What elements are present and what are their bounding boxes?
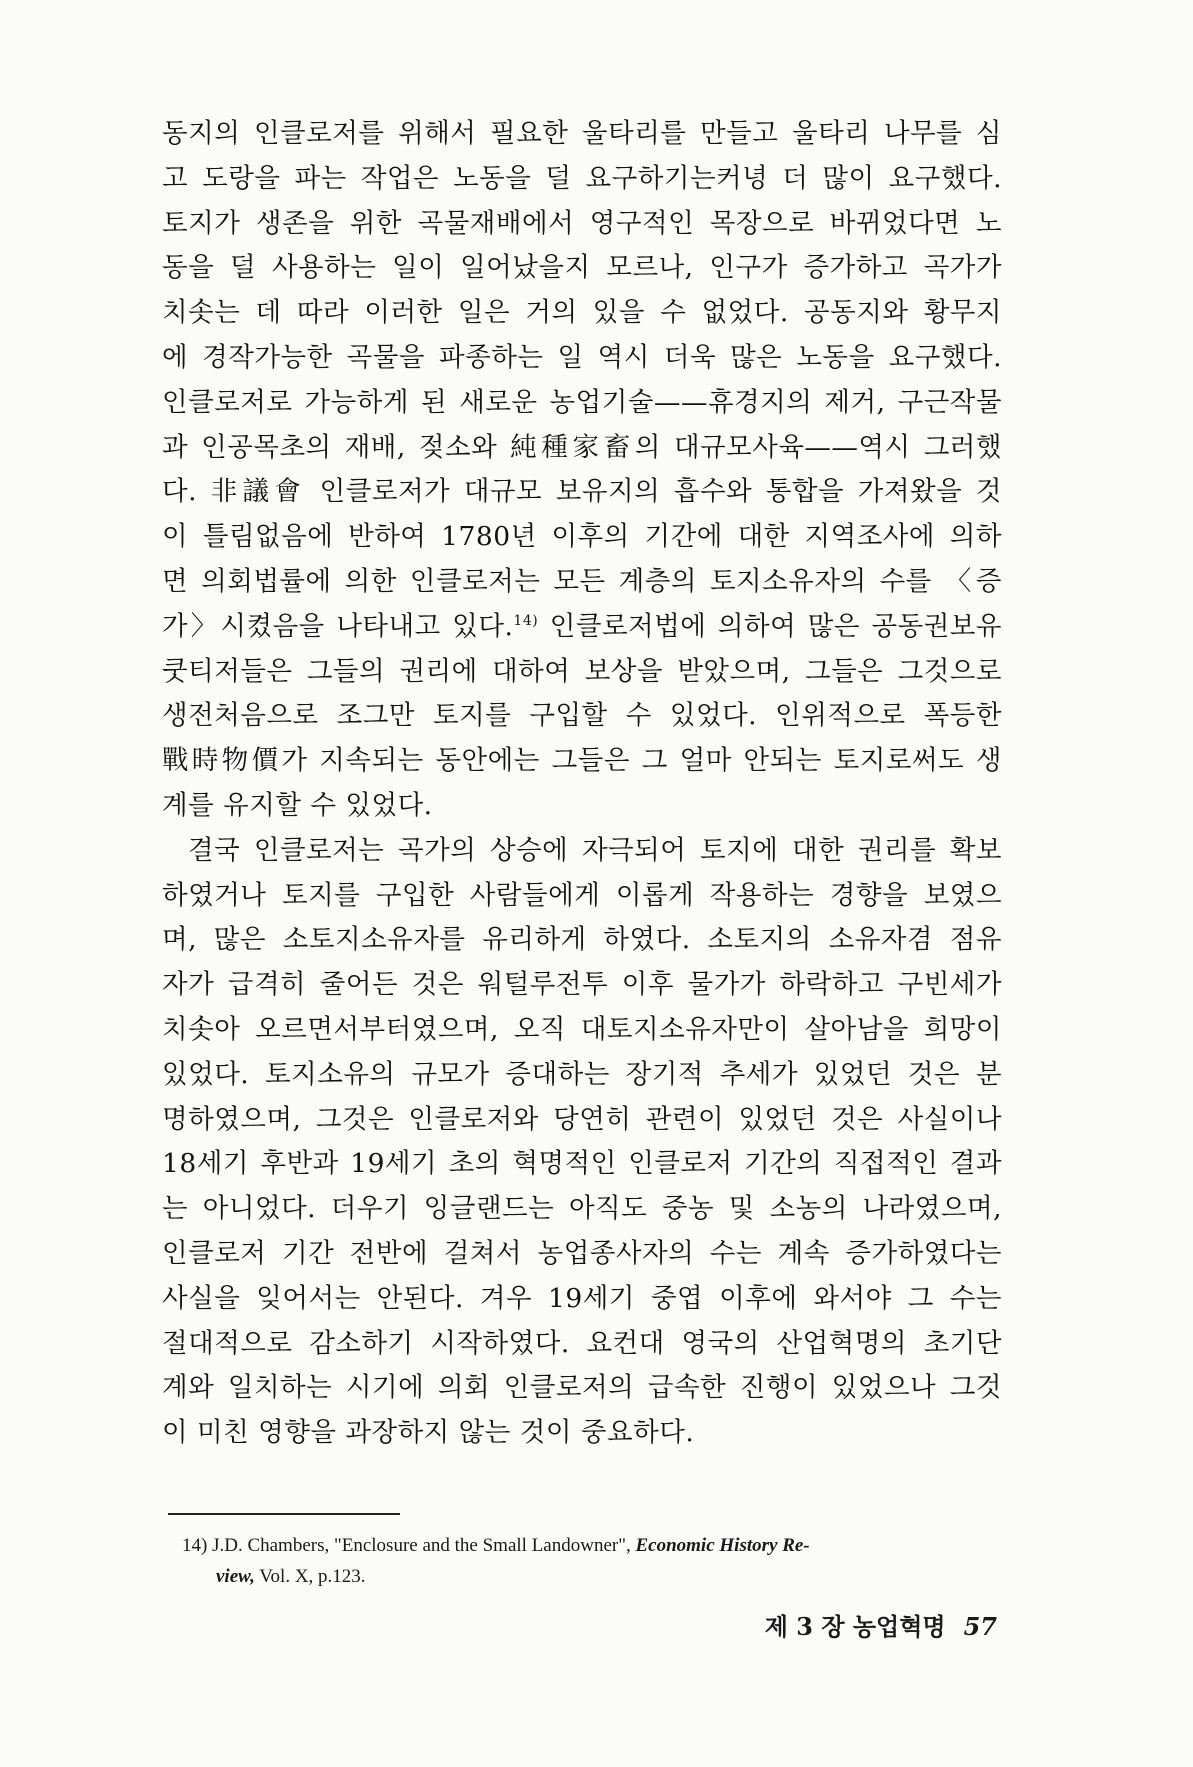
text-segment: 가〉시켰음을 나타내고 있다.: [162, 610, 514, 642]
paragraph-1: [162, 112, 1002, 829]
text-line: 계와 일치하는 시기에 의회 인클로저의 급속한 진행이 있었으나 그것: [162, 1372, 1002, 1404]
page-number: 57: [963, 1612, 997, 1641]
text-line: 하였거나 토지를 구입한 사람들에게 이롭게 작용하는 경향을 보였으: [162, 879, 1002, 911]
text-line: 자가 급격히 줄어든 것은 워털루전투 이후 물가가 하락하고 구빈세가: [162, 969, 1002, 1001]
text-line: 이 미친 영향을 과장하지 않는 것이 중요하다.: [162, 1417, 695, 1449]
footnote-line-1: [182, 1530, 1002, 1561]
text-line: 있었다. 토지소유의 규모가 증대하는 장기적 추세가 있었던 것은 분: [162, 1058, 1002, 1090]
body-text: [162, 112, 1002, 1456]
text-line: 戰時物價가 지속되는 동안에는 그들은 그 얼마 안되는 토지로써도 생: [162, 745, 1002, 777]
text-line: 사실을 잊어서는 안된다. 겨우 19세기 중엽 이후에 와서야 그 수는: [162, 1282, 1002, 1314]
text-line: 는 아니었다. 더우기 잉글랜드는 아직도 중농 및 소농의 나라였으며,: [162, 1193, 1002, 1225]
running-footer: [765, 1607, 997, 1642]
footnote-volume: Vol. X, p.123.: [254, 1566, 366, 1587]
text-line: 토지가 생존을 위한 곡물재배에서 영구적인 목장으로 바뀌었다면 노: [162, 207, 1002, 239]
text-line: 고 도랑을 파는 작업은 노동을 덜 요구하기는커녕 더 많이 요구했다.: [162, 162, 1002, 194]
text-line: 명하였으며, 그것은 인클로저와 당연히 관련이 있었던 것은 사실이나: [162, 1103, 1002, 1135]
journal-title: Economic History Re-: [635, 1535, 810, 1556]
text-line: 인클로저로 가능하게 된 새로운 농업기술——휴경지의 제거, 구근작물: [162, 386, 1002, 418]
text-line: 18세기 후반과 19세기 초의 혁명적인 인클로저 기간의 직접적인 결과: [162, 1148, 1002, 1180]
paragraph-2: [162, 829, 1002, 1456]
footnote-marker: 14): [182, 1535, 208, 1556]
journal-title-cont: view,: [216, 1566, 255, 1587]
text-line: 쿳티저들은 그들의 권리에 대하여 보상을 받았으며, 그들은 그것으로: [162, 655, 1002, 687]
text-line: 동을 덜 사용하는 일이 일어났을지 모르나, 인구가 증가하고 곡가가: [162, 252, 1002, 284]
footnote-citation: J.D. Chambers, "Enclosure and the Small Landowner",: [212, 1535, 631, 1556]
text-line: 과 인공목초의 재배, 젖소와 純種家畜의 대규모사육——역시 그러했: [162, 431, 1002, 463]
text-line: 치솟는 데 따라 이러한 일은 거의 있을 수 없었다. 공동지와 황무지: [162, 297, 1002, 329]
text-line: 치솟아 오르면서부터였으며, 오직 대토지소유자만이 살아남을 희망이: [162, 1013, 1002, 1045]
text-line: 동지의 인클로저를 위해서 필요한 울타리를 만들고 울타리 나무를 심: [162, 118, 1002, 149]
text-line: 에 경작가능한 곡물을 파종하는 일 역시 더욱 많은 노동을 요구했다.: [162, 341, 1002, 373]
chapter-label: 제 3 장 농업혁명: [764, 1612, 946, 1641]
text-line: 면 의회법률에 의한 인클로저는 모든 계층의 토지소유자의 수를 〈증: [162, 565, 1002, 597]
footnote: [182, 1530, 1002, 1592]
footnote-line-2: [182, 1561, 1002, 1592]
text-segment: 인클로저법에 의하여 많은 공동권보유: [538, 610, 1002, 642]
text-line: 인클로저 기간 전반에 걸쳐서 농업종사자의 수는 계속 증가하였다는: [162, 1237, 1002, 1269]
text-line: 며, 많은 소토지소유자를 유리하게 하였다. 소토지의 소유자겸 점유: [162, 924, 1002, 956]
text-line: 계를 유지할 수 있었다.: [162, 789, 433, 821]
text-line: 결국 인클로저는 곡가의 상승에 자극되어 토지에 대한 권리를 확보: [188, 834, 1002, 866]
text-line: 생전처음으로 조그만 토지를 구입할 수 있었다. 인위적으로 폭등한: [162, 700, 1002, 732]
text-line: 다. 非議會 인클로저가 대규모 보유지의 흡수와 통합을 가져왔을 것: [162, 476, 1002, 508]
text-line-with-footnote: [162, 605, 1002, 650]
text-line: 이 틀림없음에 반하여 1780년 이후의 기간에 대한 지역조사에 의하: [162, 521, 1002, 553]
footnote-reference: 14): [513, 612, 539, 629]
footnote-divider: [168, 1513, 400, 1515]
text-line: 절대적으로 감소하기 시작하였다. 요컨대 영국의 산업혁명의 초기단: [162, 1327, 1002, 1359]
